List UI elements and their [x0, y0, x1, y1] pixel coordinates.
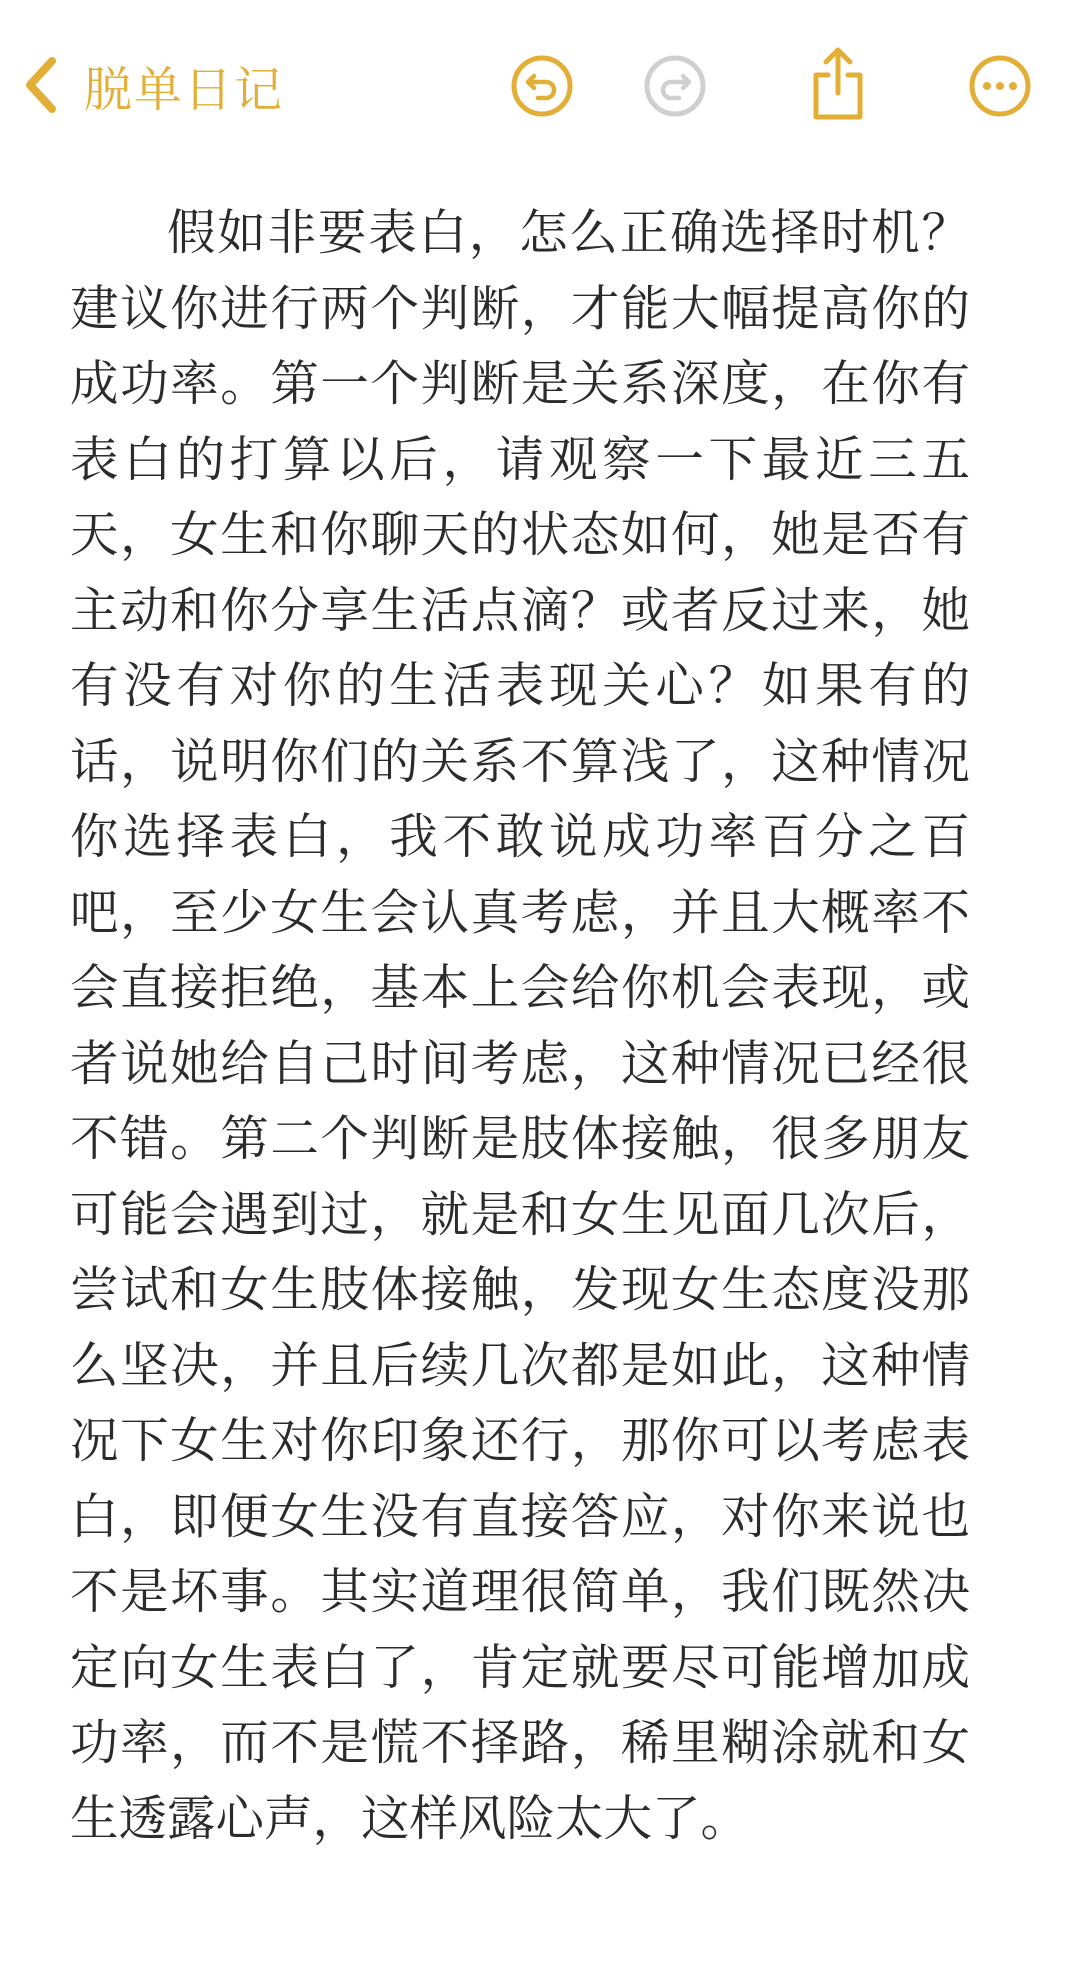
redo-icon	[643, 54, 707, 118]
back-label: 脱单日记	[84, 61, 285, 118]
back-button[interactable]	[22, 50, 284, 120]
chevron-left-icon	[22, 57, 58, 113]
note-toolbar	[0, 0, 1080, 170]
note-body[interactable]	[70, 196, 970, 1896]
undo-icon	[510, 54, 574, 118]
more-icon	[968, 54, 1032, 118]
share-icon	[808, 45, 868, 123]
note-text: 假如非要表白，怎么正确选择时机？建议你进行两个判断，才能大幅提高你的成功率。第一个判断是关系深度，在你有表白的打算以后，请观察一下最近三五天，女生和你聊天的状态如何，她是否有主动和你分享生活点滴？或者反过来，她有没有对你的生活表现关心？如果有的话，说明你们的关系不算浅了，这种情况你选择表白，我不敢说成功率百分之百吧，至少女生会认真考虑，并且大概率不会直接拒绝，基本上会给你机会表现，或者说她给自己时间考虑，这种情况已经很不错。第二个判断是肢体接触，很多朋友可能会遇到过，就是和女生见面几次后，尝试和女生肢体接触，发现女生态度没那么坚决，并且后续几次都是如此，这种情况下女生对你印象还行，那你可以考虑表白，即便女生没有直接答应，对你来说也不是坏事。其实道理很简单，我们既然决定向女生表白了，肯定就要尽可能增加成功率，而不是慌不择路，稀里糊涂就和女生透露心声，这样风险太大了。	[70, 205, 970, 1847]
more-button[interactable]	[966, 52, 1034, 120]
share-button[interactable]	[804, 44, 872, 124]
undo-button[interactable]	[508, 52, 576, 120]
redo-button[interactable]	[641, 52, 709, 120]
